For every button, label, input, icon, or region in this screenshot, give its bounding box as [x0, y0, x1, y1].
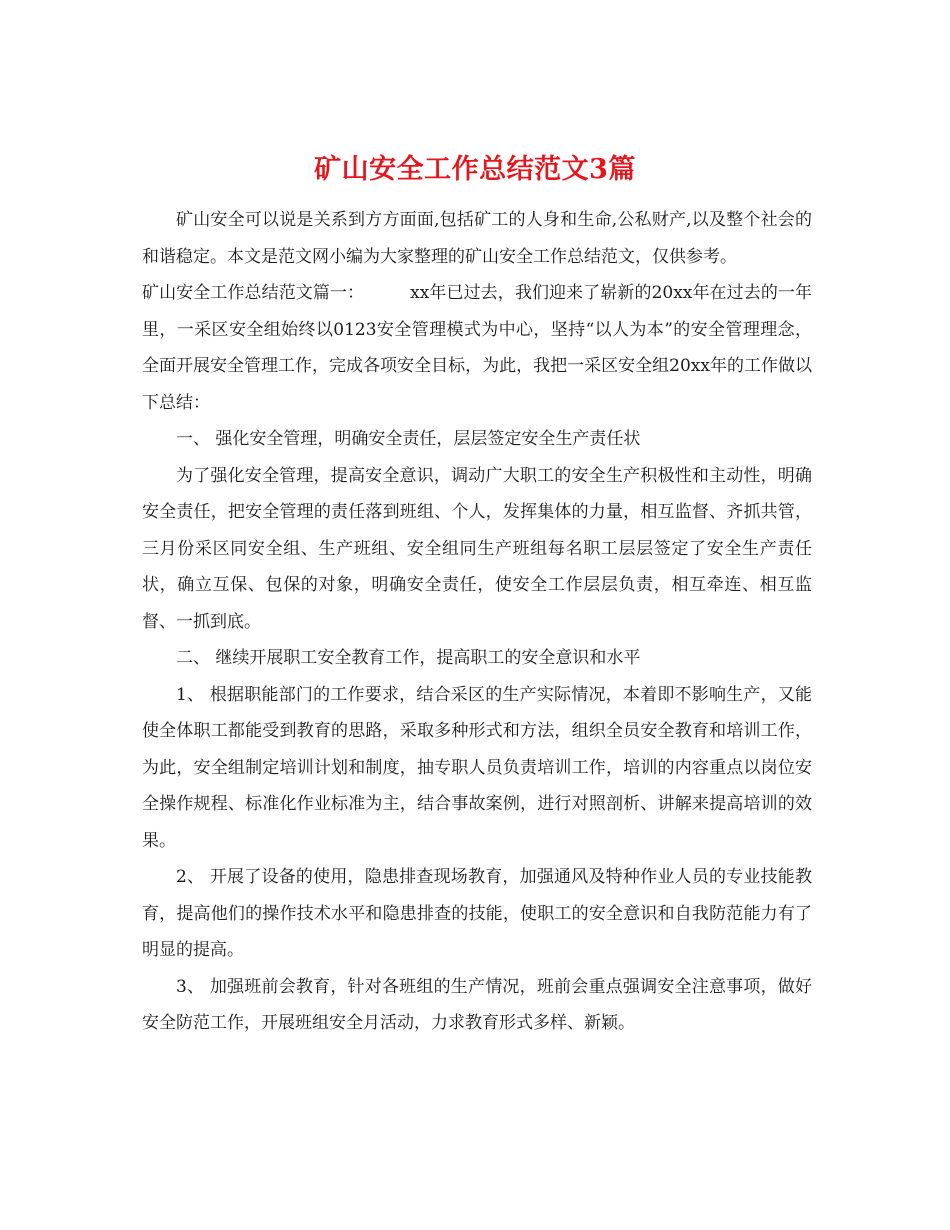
piece-one-paragraph: [142, 275, 812, 421]
section-body-1: 为了强化安全管理，提高安全意识，调动广大职工的安全生产积极性和主动性，明确安全责任，把安全管理的责任落到班组、个人，发挥集体的力量，相互监督、齐抓共管，三月份采区同安全组、生产班组、安全组同生产班组每名职工层层签定了安全生产责任状，确立互保、包保的对象，明确安全责任，使安全工作层层负责，相互牵连、相互监督、一抓到底。: [142, 465, 812, 632]
piece-one-text: xx年已过去，我们迎来了崭新的20xx年在过去的一年里，一采区安全组始终以0123安全管理模式为中心，坚持“以人为本”的安全管理理念，全面开展安全管理工作，完成各项安全目标，为此，我把一采区安全组20xx年的工作做以下总结：: [142, 283, 812, 413]
section-heading-1: 一、 强化安全管理，明确安全责任，层层签定安全生产责任状: [176, 429, 641, 449]
document-title: 矿山安全工作总结范文3篇: [314, 154, 636, 186]
list-item-1: 1、 根据职能部门的工作要求，结合采区的生产实际情况，本着即不影响生产，又能使全体职工都能受到教育的思路，采取多种形式和方法，组织全员安全教育和培训工作，为此，安全组制定培训计划和制度，抽专职人员负责培训工作，培训的内容重点以岗位安全操作规程、标准化作业标准为主，结合事故案例，进行对照剖析、讲解来提高培训的效果。: [142, 684, 812, 851]
list-item-3: 3、 加强班前会教育，针对各班组的生产情况，班前会重点强调安全注意事项，做好安全防范工作，开展班组安全月活动，力求教育形式多样、新颖。: [142, 976, 812, 1033]
piece-one-lead: 矿山安全工作总结范文篇一：: [142, 283, 365, 303]
list-item-2: 2、 开展了设备的使用，隐患排查现场教育，加强通风及特种作业人员的专业技能教育，提高他们的操作技术水平和隐患排查的技能，使职工的安全意识和自我防范能力有了明显的提高。: [142, 867, 812, 960]
intro-paragraph: 矿山安全可以说是关系到方方面面,包括矿工的人身和生命,公私财产,以及整个社会的和谐稳定。本文是范文网小编为大家整理的矿山安全工作总结范文，仅供参考。: [142, 210, 812, 267]
document-body: [142, 202, 812, 1042]
section-heading-2: 二、 继续开展职工安全教育工作，提高职工的安全意识和水平: [176, 648, 641, 668]
